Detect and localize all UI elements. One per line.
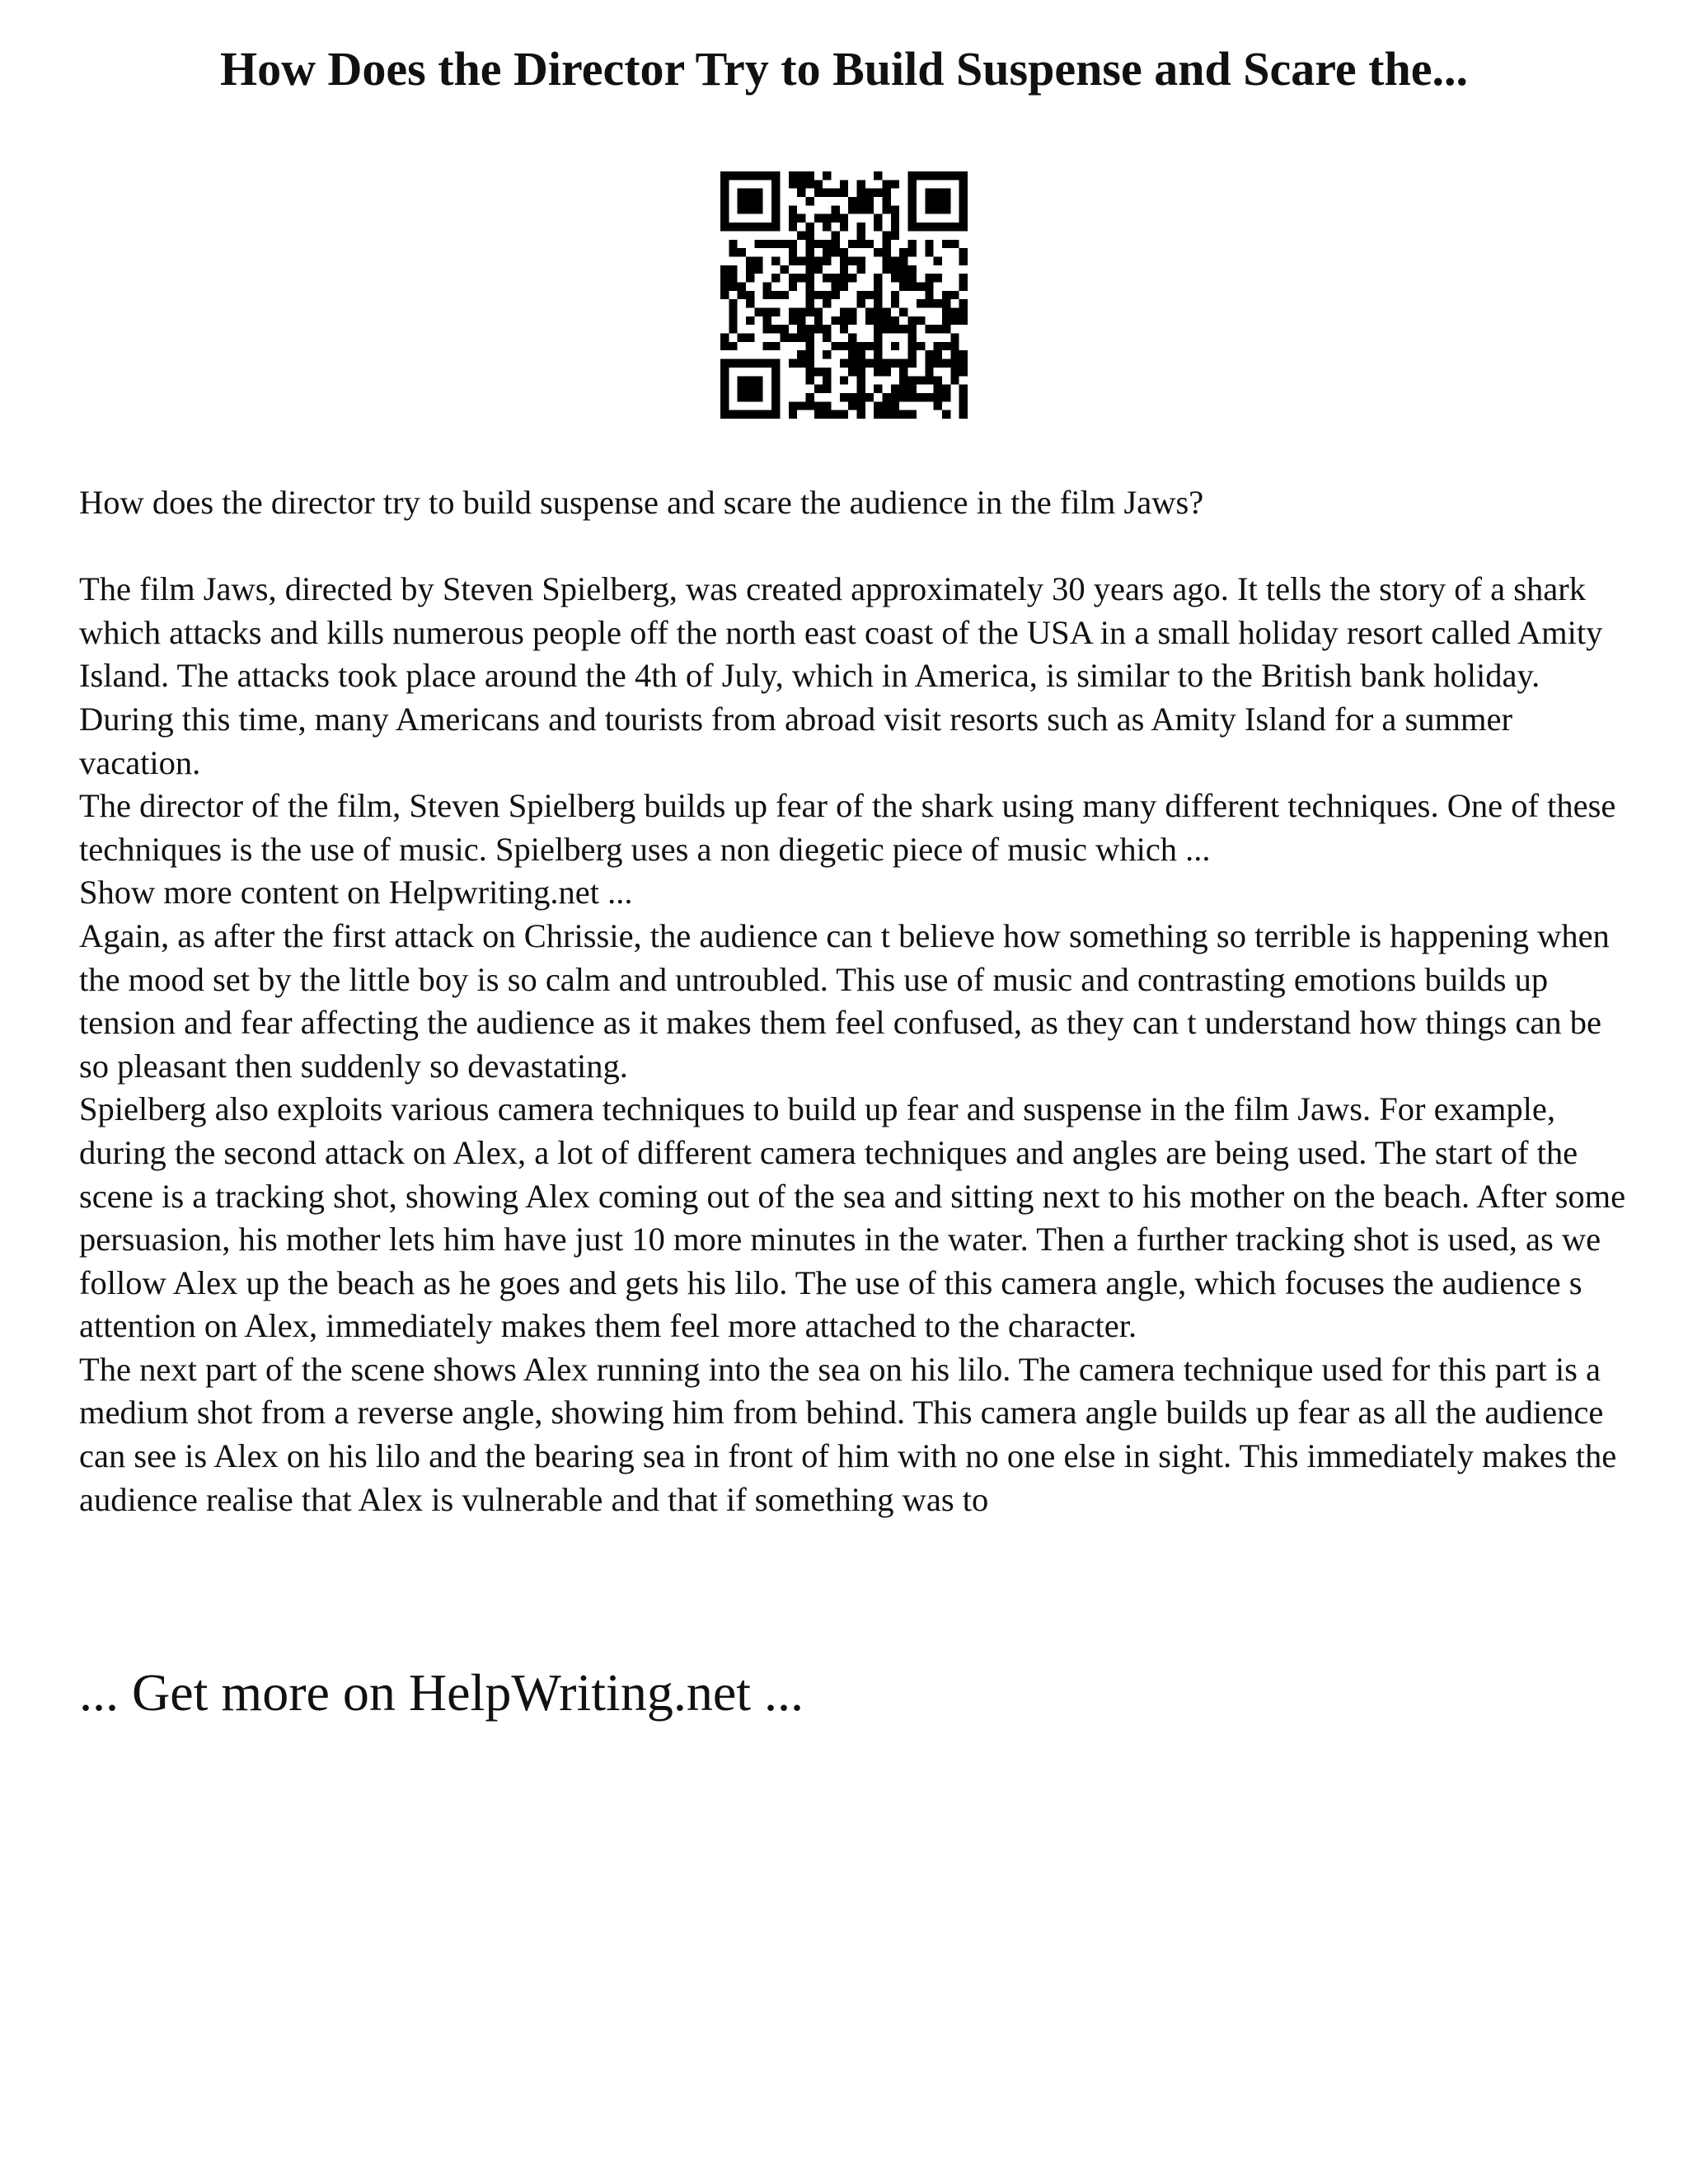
article-paragraph: Spielberg also exploits various camera techniques to build up fear and suspense in the film Jaws. For example, during the second attack on Alex, a lot of different camera techniques and angles are being used. The start of the scene is a tracking shot, showing Alex coming out of the sea and sitting next to his mother on the beach. After some persuasion, his mother lets him have just 10 more minutes in the water. Then a further tracking shot is used, as we follow Alex up the beach as he goes and gets his lilo. The use of this camera angle, which focuses the audience s attention on Alex, immediately makes them feel more attached to the character. (79, 1090, 1626, 1345)
qr-code-icon (720, 171, 968, 419)
article-paragraph: The film Jaws, directed by Steven Spielberg, was created approximately 30 years ago. It tells the story of a shark which attacks and kills numerous people off the north east coast of the USA in a small holiday resort called Amity Island. The attacks took place around the 4th of July, which in America, is similar to the British bank holiday. During this time, many Americans and tourists from abroad visit resorts such as Amity Island for a summer vacation. (79, 570, 1603, 781)
article-question: How does the director try to build suspense and scare the audience in the film Jaws? (79, 484, 1204, 521)
page-title: How Does the Director Try to Build Suspense and Scare the... (220, 42, 1468, 96)
article-body (79, 481, 1629, 1521)
get-more-link[interactable]: ... Get more on HelpWriting.net ... (79, 1663, 804, 1722)
article-paragraph: The director of the film, Steven Spielberg builds up fear of the shark using many different techniques. One of these techniques is the use of music. Spielberg uses a non diegetic piece of music which ... (79, 787, 1616, 868)
article-paragraph: Again, as after the first attack on Chrissie, the audience can t believe how something so terrible is happening when the mood set by the little boy is so calm and untroubled. This use of music and contrasting emotions builds up tension and fear affecting the audience as it makes them feel confused, as they can t understand how things can be so pleasant then suddenly so devastating. (79, 916, 1610, 1085)
show-more-link[interactable]: Show more content on Helpwriting.net ... (79, 874, 633, 912)
paragraph-spacer (79, 525, 1629, 569)
article-paragraph: The next part of the scene shows Alex running into the sea on his lilo. The camera technique used for this part is a medium shot from a reverse angle, showing him from behind. This camera angle builds up fear as all the audience can see is Alex on his lilo and the bearing sea in front of him with no one else in sight. This immediately makes the audience realise that Alex is vulnerable and that if something was to (79, 1350, 1617, 1518)
